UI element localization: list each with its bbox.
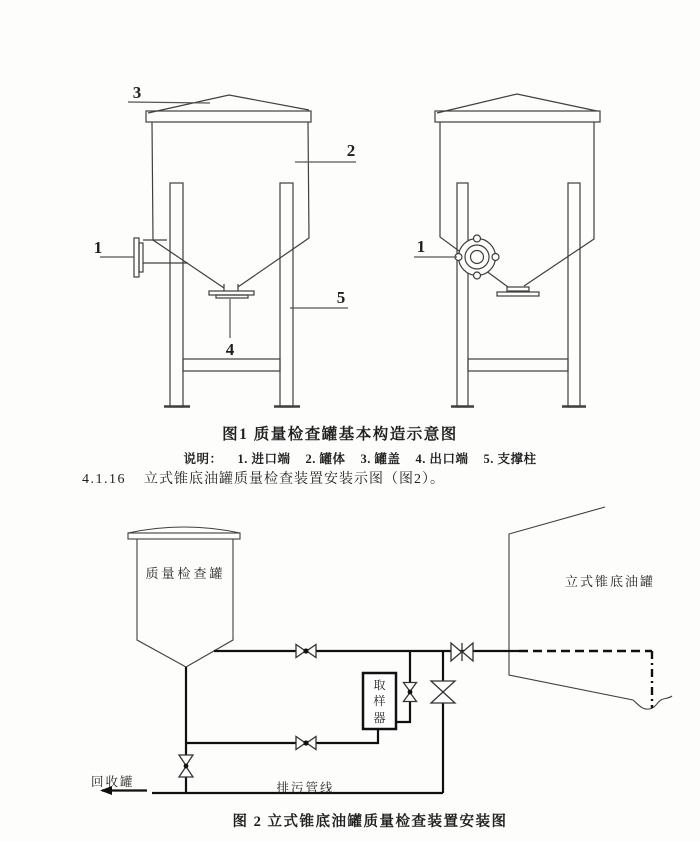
tank-body-cone [152,122,309,291]
fig1-right-tank [414,94,600,407]
valve-dot [408,690,413,695]
cross-beam [183,359,280,371]
valve-main-gate [451,643,473,661]
tank-rim [128,533,240,539]
valve-lower-line [296,737,316,750]
fig2-oil-tank [509,507,672,709]
tank-roof [148,95,309,113]
outlet-flange-bottom [216,295,248,298]
flange-outer-ring [459,239,496,276]
support-leg-right [568,183,580,407]
tank-outline [509,507,672,709]
valve-dot [303,740,308,745]
callout-1-inlet: 1 [93,238,103,257]
fig2-valves [179,643,473,777]
support-leg-left [457,183,468,407]
legend-item-support: 5. 支撑柱 [483,452,537,466]
fig1-left-tank [100,95,356,407]
tank-roof-arc [128,527,240,533]
callout-5-support: 5 [336,288,346,307]
callout-4-outlet: 4 [225,340,235,359]
label-recovery-tank: 回收罐 [91,775,135,789]
tank-body-cone [137,539,233,667]
clause-number: 4.1.16 [82,472,126,487]
legend-prefix: 说明： [183,452,223,466]
valve-sampler-small [404,683,417,702]
support-leg-right [280,183,293,407]
cross-beam [468,359,568,371]
figure1-caption: 图1 质量检查罐基本构造示意图 [222,426,458,443]
flange-bolt-bottom [474,272,481,279]
legend-item-body: 2. 罐体 [305,452,346,466]
valve-drain-branch [431,681,455,703]
tank-rim [146,111,311,122]
lower-return-pipe [186,729,378,743]
outlet-flange-bottom [497,292,539,296]
fig2-inspection-tank [128,527,240,667]
valve-dot [303,648,308,653]
callout-1-inlet-side: 1 [416,237,426,256]
clause-4-1-16 [82,468,642,488]
valve-upper-line [296,645,316,658]
clause-text: 立式锥底油罐质量检查装置安装示图（图2）。 [144,472,445,487]
figure2-caption: 图 2 立式锥底油罐质量检查装置安装图 [232,814,508,830]
callout-3-cover: 3 [132,83,142,102]
flange-bolt-right [492,254,499,261]
flange-bolt-top [474,235,481,242]
legend-item-inlet: 1. 进口端 [237,452,291,466]
outlet-flange-top [209,291,254,295]
inlet-flange-inner [139,243,143,272]
valve-recovery-line [179,755,193,777]
leader-lines [100,102,356,338]
label-sampler: 取样器 [373,677,386,725]
label-drain-pipeline: 排污管线 [276,781,335,795]
valve-dot [184,764,189,769]
inlet-flange-front-view [455,235,499,279]
label-inspection-tank: 质量检查罐 [145,566,226,581]
tank-roof [437,94,597,113]
legend-item-cover: 3. 罐盖 [360,452,401,466]
tank-rim [435,111,600,122]
figure1-legend [40,449,680,467]
outlet-flange-top [507,287,529,291]
label-oil-tank: 立式锥底油罐 [564,574,655,589]
fig1-left-tank-callouts [94,83,356,359]
legend-item-outlet: 4. 出口端 [415,452,469,466]
callout-2-body: 2 [346,141,356,160]
support-leg-left [170,183,183,407]
inlet-flange-outer [134,238,139,277]
